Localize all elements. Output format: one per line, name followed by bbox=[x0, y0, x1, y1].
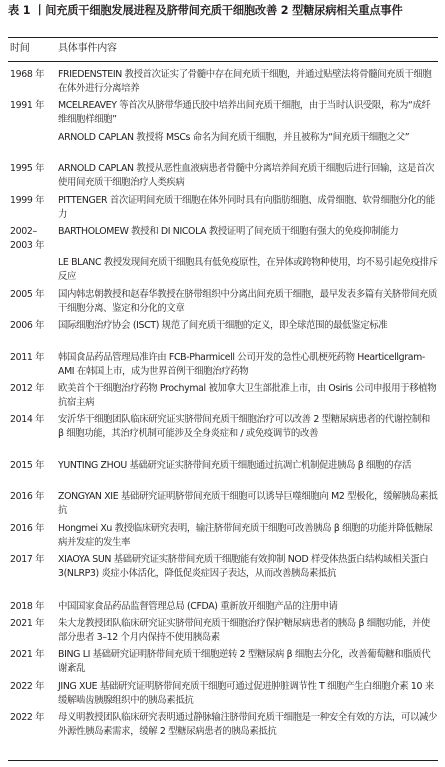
row-event: ARNOLD CAPLAN 教授从恶性血液病患者骨髓中分离培养间充质干细胞后进行回输，这是首次使用间充质干细胞治疗人类疾病 bbox=[58, 163, 435, 188]
row-event: 母义明教授团队临床研究表明通过静脉输注脐带间充质干细胞是一种安全有效的方法，可以减少外源性胰岛素需求，缓解 2 型糖尿病患者的胰岛素抵抗 bbox=[58, 712, 438, 737]
row-year: 2012 年 bbox=[10, 383, 45, 394]
row-year: 2018 年 bbox=[10, 601, 45, 612]
row-event: YUNTING ZHOU 基础研究证实脐带间充质干细胞通过抗凋亡机制促进胰岛 β 细胞的存活 bbox=[58, 460, 412, 471]
row-year: 2016 年 bbox=[10, 491, 45, 502]
row-year: 2006 年 bbox=[10, 320, 45, 331]
row-year: 2021 年 bbox=[10, 649, 45, 660]
table-bottom-rule bbox=[8, 760, 438, 761]
row-year: 2022 年 bbox=[10, 712, 45, 723]
table-caption: 表 1 丨间充质干细胞发展进程及脐带间充质干细胞改善 2 型糖尿病相关重点事件 bbox=[8, 4, 403, 17]
row-event: 韩国食品药品管理局准许由 FCB-Pharmicell 公司开发的急性心肌梗死药物 Hearticellgram-AMI 在韩国上市，成为世界首例干细胞治疗药物 bbox=[58, 352, 425, 377]
row-year: 2015 年 bbox=[10, 460, 45, 471]
row-event: BARTHOLOMEW 教授和 DI NICOLA 教授证明了间充质干细胞有强大的免疫抑制能力 bbox=[58, 226, 399, 237]
row-year: 2022 年 bbox=[10, 681, 45, 692]
row-event: ARNOLD CAPLAN 教授将 MSCs 命名为间充质干细胞，并且被称为“间充质干细胞之父” bbox=[58, 132, 410, 143]
row-year: 2005 年 bbox=[10, 289, 45, 300]
row-event: PITTENGER 首次证明间充质干细胞在体外同时具有向脂肪细胞、成骨细胞、软骨细胞分化的能力 bbox=[58, 195, 435, 220]
row-year: 2017 年 bbox=[10, 554, 45, 565]
row-event: XIAOYA SUN 基础研究证实脐带间充质干细胞能有效抑制 NOD 样受体热蛋白结构域相关蛋白 3(NLRP3) 炎症小体活化，降低促炎症因子表达，从而改善胰岛素抵抗 bbox=[58, 554, 429, 579]
row-year: 2014 年 bbox=[10, 414, 45, 425]
row-event: LE BLANC 教授发现间充质干细胞具有低免疫原性，在异体或跨物种使用，均不易引起免疫排斥反应 bbox=[58, 257, 438, 282]
row-event: MCELREAVEY 等首次从脐带华通氏胶中培养出间充质干细胞，由于当时认识受限，称为“成纤维细胞样细胞” bbox=[58, 100, 431, 125]
row-event: 国际细胞治疗协会 (ISCT) 规范了间充质干细胞的定义，即全球范围的最低鉴定标准 bbox=[58, 320, 388, 331]
row-event: BING LI 基础研究证明脐带间充质干细胞逆转 2 型糖尿病 β 细胞去分化，改善葡萄糖和脂质代谢紊乱 bbox=[58, 649, 431, 674]
row-event: 国内韩忠朝教授和赵春华教授在脐带组织中分离出间充质干细胞，最早发表多篇有关脐带间充质干细胞分离、鉴定和分化的文章 bbox=[58, 289, 438, 314]
row-year: 1991 年 bbox=[10, 100, 45, 111]
row-event: ZONGYAN XIE 基础研究证明脐带间充质干细胞可以诱导巨噬细胞向 M2 型极化，缓解胰岛素抵抗 bbox=[58, 491, 438, 516]
row-event: JING XUE 基础研究证明脐带间充质干细胞可通过促进肿脏调节性 T 细胞产生白细胞介素 10 来缓解啮齿胰腺组织中的胰岛素抵抗 bbox=[58, 681, 434, 706]
row-year: 1995 年 bbox=[10, 163, 45, 174]
table-top-rule bbox=[8, 37, 438, 38]
row-event: 安沂华干细胞团队临床研究证实脐带间充质干细胞治疗可以改善 2 型糖尿病患者的代谢控制和 β 细胞功能，其治疗机制可能涉及全身炎症和 / 或免疫调节的改善 bbox=[58, 414, 430, 439]
row-year: 2021 年 bbox=[10, 618, 45, 629]
row-year: 1999 年 bbox=[10, 195, 45, 206]
row-event: 朱大龙教授团队临床研究证实脐带间充质干细胞治疗保护糖尿病患者的胰岛 β 细胞功能，并使部分患者 3–12 个月内保持不使用胰岛素 bbox=[58, 618, 430, 643]
row-event: 中国国家食品药品监督管理总局 (CFDA) 重新放开细胞产品的注册申请 bbox=[58, 601, 338, 612]
row-event: 欧美首个干细胞治疗药物 Prochymal 被加拿大卫生部批准上市，由 Osiris 公司申报用于移植物抗宿主病 bbox=[58, 383, 437, 408]
column-header-event: 具体事件内容 bbox=[58, 43, 117, 54]
table-header-rule bbox=[8, 61, 438, 62]
row-event: Hongmei Xu 教授临床研究表明，输注脐带间充质干细胞可改善胰岛 β 细胞的功能并降低糖尿病并发症的发生率 bbox=[58, 523, 433, 548]
column-header-time: 时间 bbox=[10, 43, 30, 54]
row-year: 2016 年 bbox=[10, 523, 45, 534]
row-event: FRIEDENSTEIN 教授首次证实了骨髓中存在间充质干细胞，并通过贴壁法将骨髓间充质干细胞在体外进行分离培养 bbox=[58, 69, 432, 94]
row-year: 2002–2003 年 bbox=[10, 226, 45, 251]
row-year: 2011 年 bbox=[10, 352, 45, 363]
row-year: 1968 年 bbox=[10, 69, 45, 80]
